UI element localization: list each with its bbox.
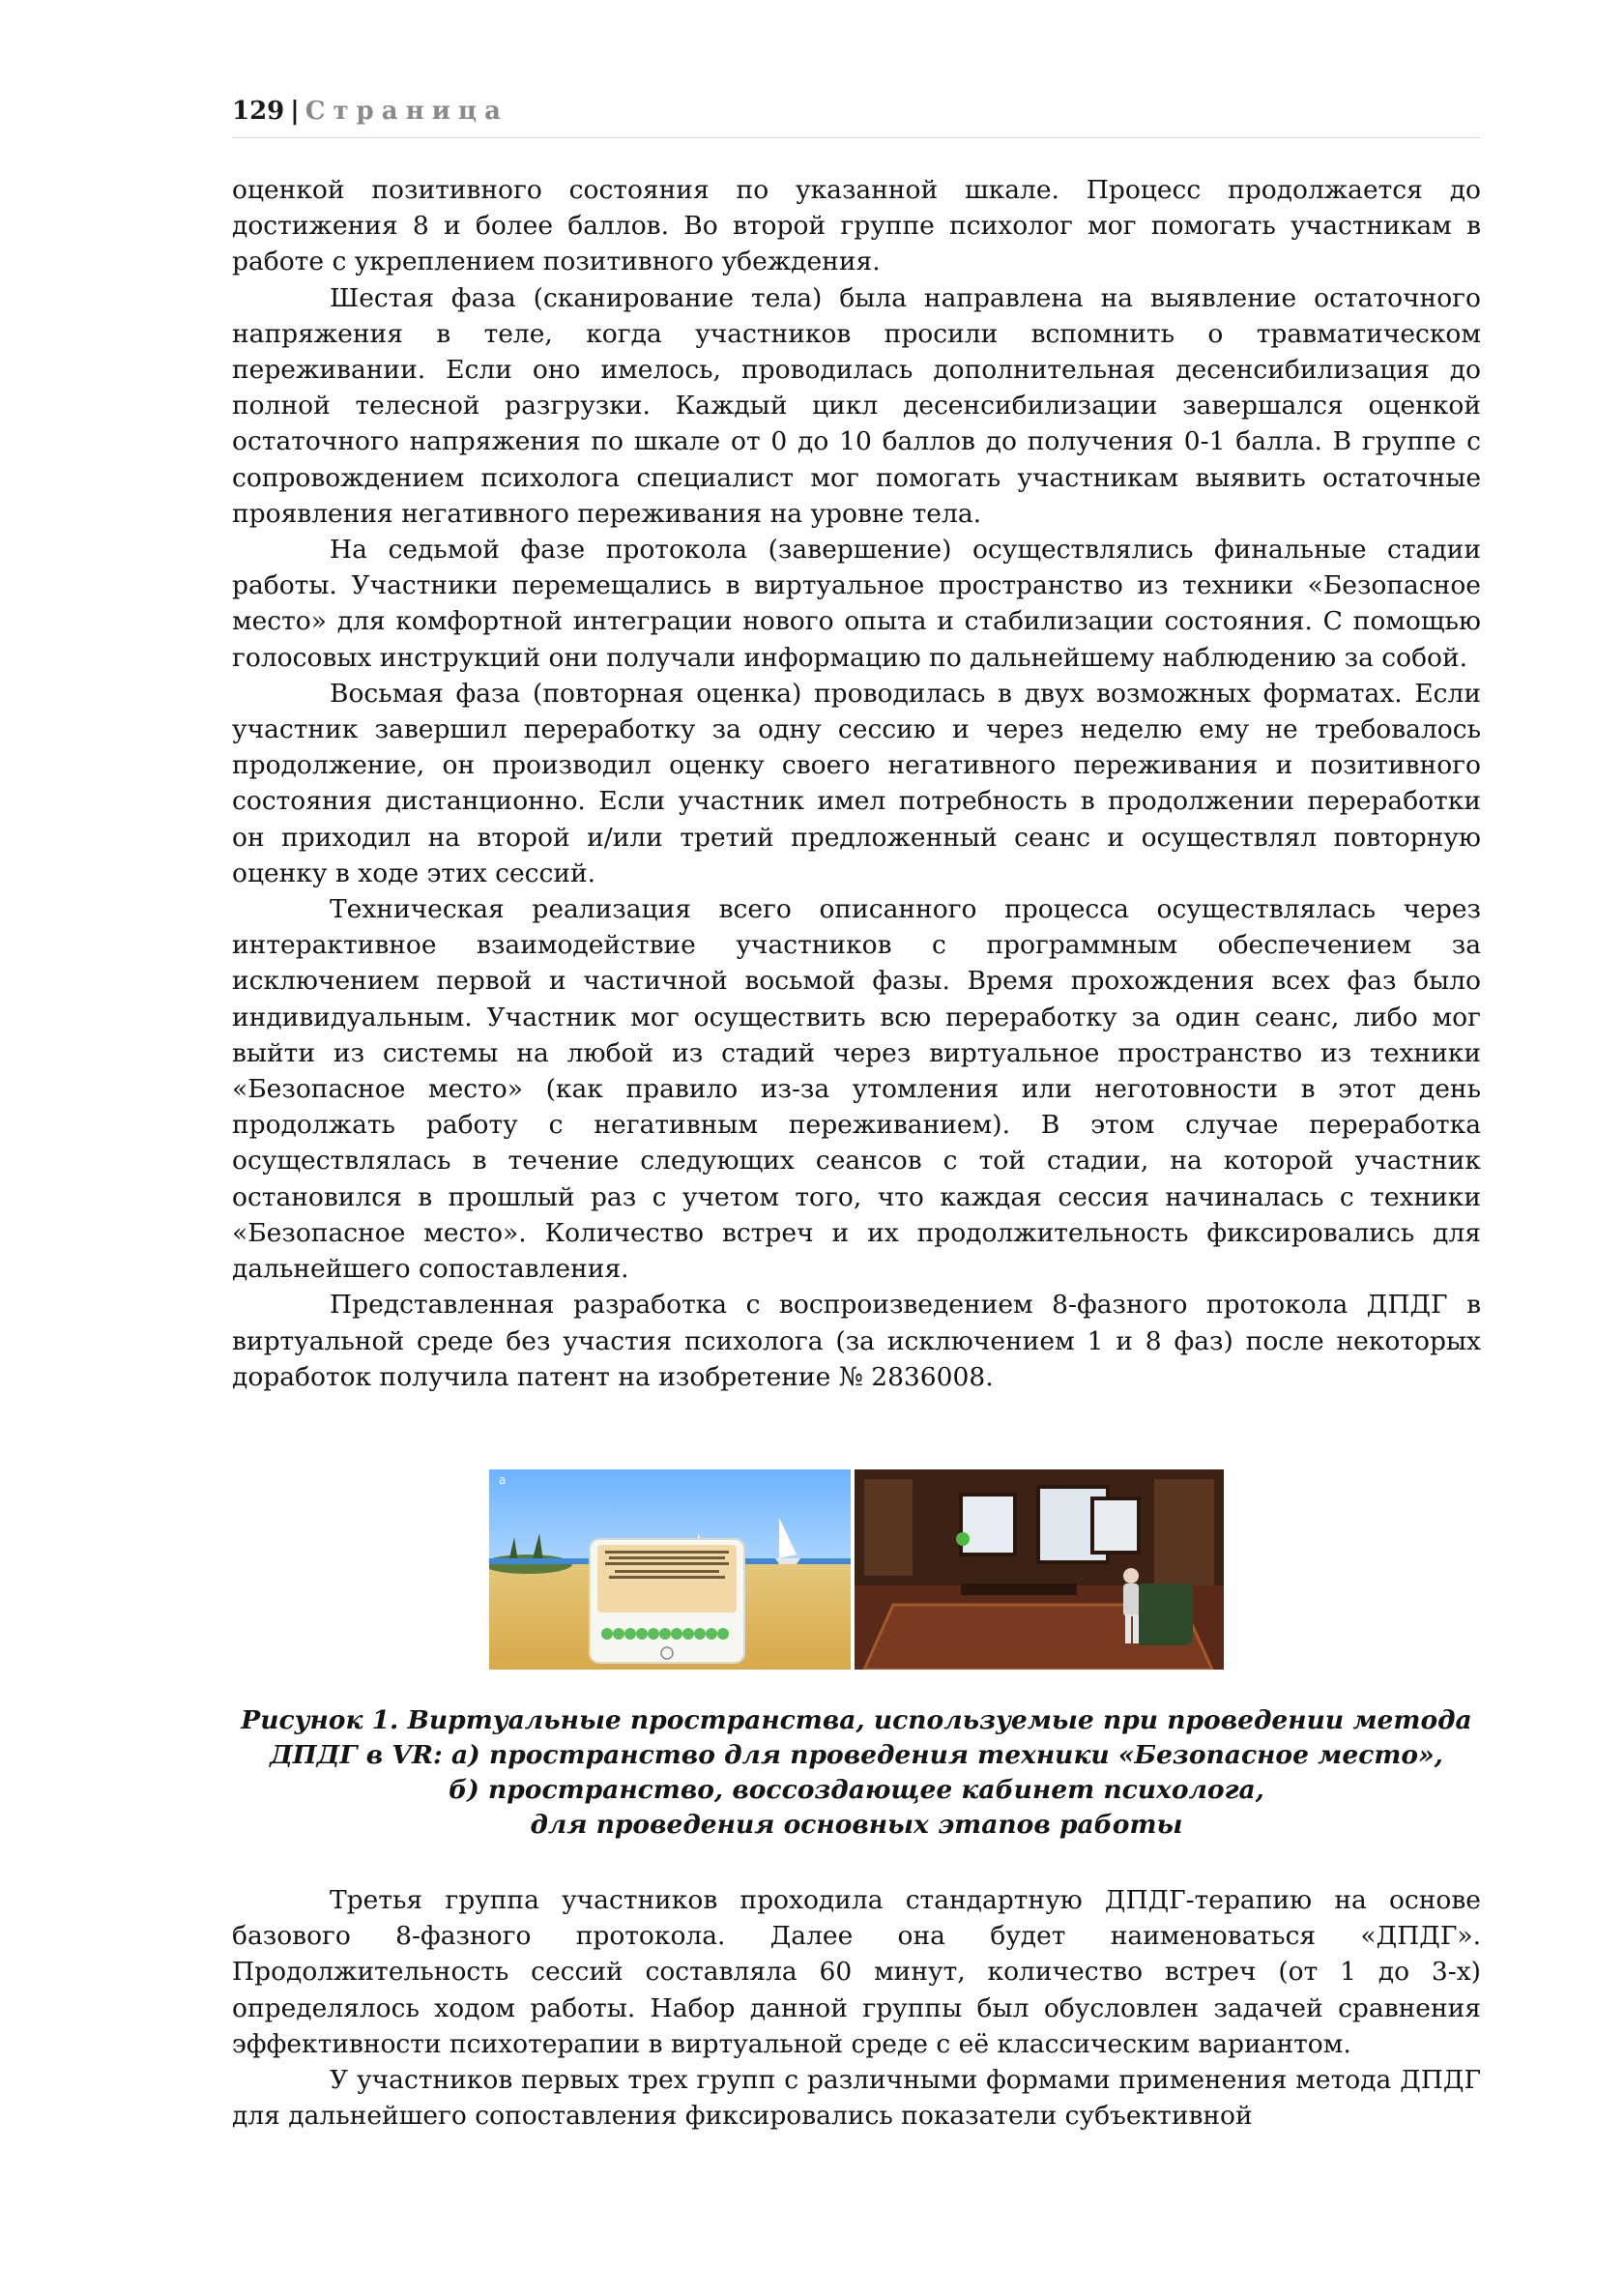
body-text-bottom bbox=[232, 1882, 1481, 2134]
caption-line: б) пространство, воссоздающее кабинет психолога, bbox=[449, 1775, 1264, 1805]
caption-line: для проведения основных этапов работы bbox=[530, 1810, 1183, 1840]
paragraph: Восьмая фаза (повторная оценка) проводилась в двух возможных форматах. Если участник завершил переработку за одну сессию и через неделю ему не требовалось продолжение, он производил оценку своего негативного переживания и позитивного состояния дистанционно. Если участник имел потребность в продолжении переработки он приходил на второй и/или третий предложенный сеанс и осуществлял повторную оценку в ходе этих сессий. bbox=[232, 678, 1481, 888]
paragraph: Представленная разработка с воспроизведением 8-фазного протокола ДПДГ в виртуальной среде без участия психолога (за исключением 1 и 8 фаз) после некоторых доработок получила патент на изобретение № 2836008. bbox=[232, 1290, 1481, 1392]
paragraph: Шестая фаза (сканирование тела) была направлена на выявление остаточного напряжения в теле, когда участников просили вспомнить о травматическом переживании. Если оно имелось, проводилась дополнительная десенсибилизация до полной телесной разгрузки. Каждый цикл десенсибилизации завершался оценкой остаточного напряжения по шкале от 0 до 10 баллов до получения 0-1 балла. В группе с сопровождением психолога специалист мог помогать участникам выявить остаточные проявления негативного переживания на уровне тела. bbox=[232, 282, 1481, 529]
page-number: 129 bbox=[232, 97, 285, 126]
caption-line: Рисунок 1. Виртуальные пространства, используемые при проведении метода bbox=[241, 1705, 1472, 1735]
figure-panel-safe-place bbox=[489, 1469, 851, 1670]
figure-vr-spaces bbox=[489, 1469, 1224, 1670]
paragraph: оценкой позитивного состояния по указанной шкале. Процесс продолжается до достижения 8 и более баллов. Во второй группе психолог мог помогать участникам в работе с укреплением позитивного убеждения. bbox=[232, 175, 1481, 277]
caption-line: ДПДГ в VR: а) пространство для проведения техники «Безопасное место», bbox=[270, 1740, 1443, 1770]
figure-panel-office bbox=[855, 1469, 1224, 1670]
office-scene-illustration bbox=[855, 1469, 1224, 1670]
beach-scene-illustration bbox=[489, 1469, 851, 1670]
panel-label-a: а bbox=[499, 1473, 507, 1487]
body-text-top bbox=[232, 172, 1481, 1395]
paragraph: Третья группа участников проходила стандартную ДПДГ-терапию на основе базового 8-фазного протокола. Далее она будет наименоваться «ДПДГ». Продолжительность сессий составляла 60 минут, количество встреч (от 1 до 3-х) определялось ходом работы. Набор данной группы был обусловлен задачей сравнения эффективности психотерапии в виртуальной среде с её классическим вариантом. bbox=[232, 1885, 1481, 2059]
paragraph: На седьмой фазе протокола (завершение) осуществлялись финальные стадии работы. Участники перемещались в виртуальное пространство из техники «Безопасное место» для комфортной интеграции нового опыта и стабилизации состояния. С помощью голосовых инструкций они получали информацию по дальнейшему наблюдению за собой. bbox=[232, 535, 1481, 673]
page-header bbox=[232, 97, 1481, 138]
header-separator: | bbox=[290, 97, 300, 126]
paragraph: У участников первых трех групп с различными формами применения метода ДПДГ для дальнейшего сопоставления фиксировались показатели субъективной bbox=[232, 2065, 1481, 2132]
paragraph: Техническая реализация всего описанного процесса осуществлялась через интерактивное взаимодействие участников с программным обеспечением за исключением первой и частичной восьмой фазы. Время прохождения всех фаз было индивидуальным. Участник мог осуществить всю переработку за один сеанс, либо мог выйти из системы на любой из стадий через виртуальное пространство из техники «Безопасное место» (как правило из-за утомления или неготовности в этот день продолжать работу с негативным переживанием). В этом случае переработка осуществлялась в течение следующих сеансов с той стадии, на которой участник остановился в прошлый раз с учетом того, что каждая сессия начиналась с техники «Безопасное место». Количество встреч и их продолжительность фиксировались для дальнейшего сопоставления. bbox=[232, 894, 1481, 1285]
figure-caption bbox=[232, 1703, 1481, 1843]
page-word: Страница bbox=[304, 97, 508, 126]
